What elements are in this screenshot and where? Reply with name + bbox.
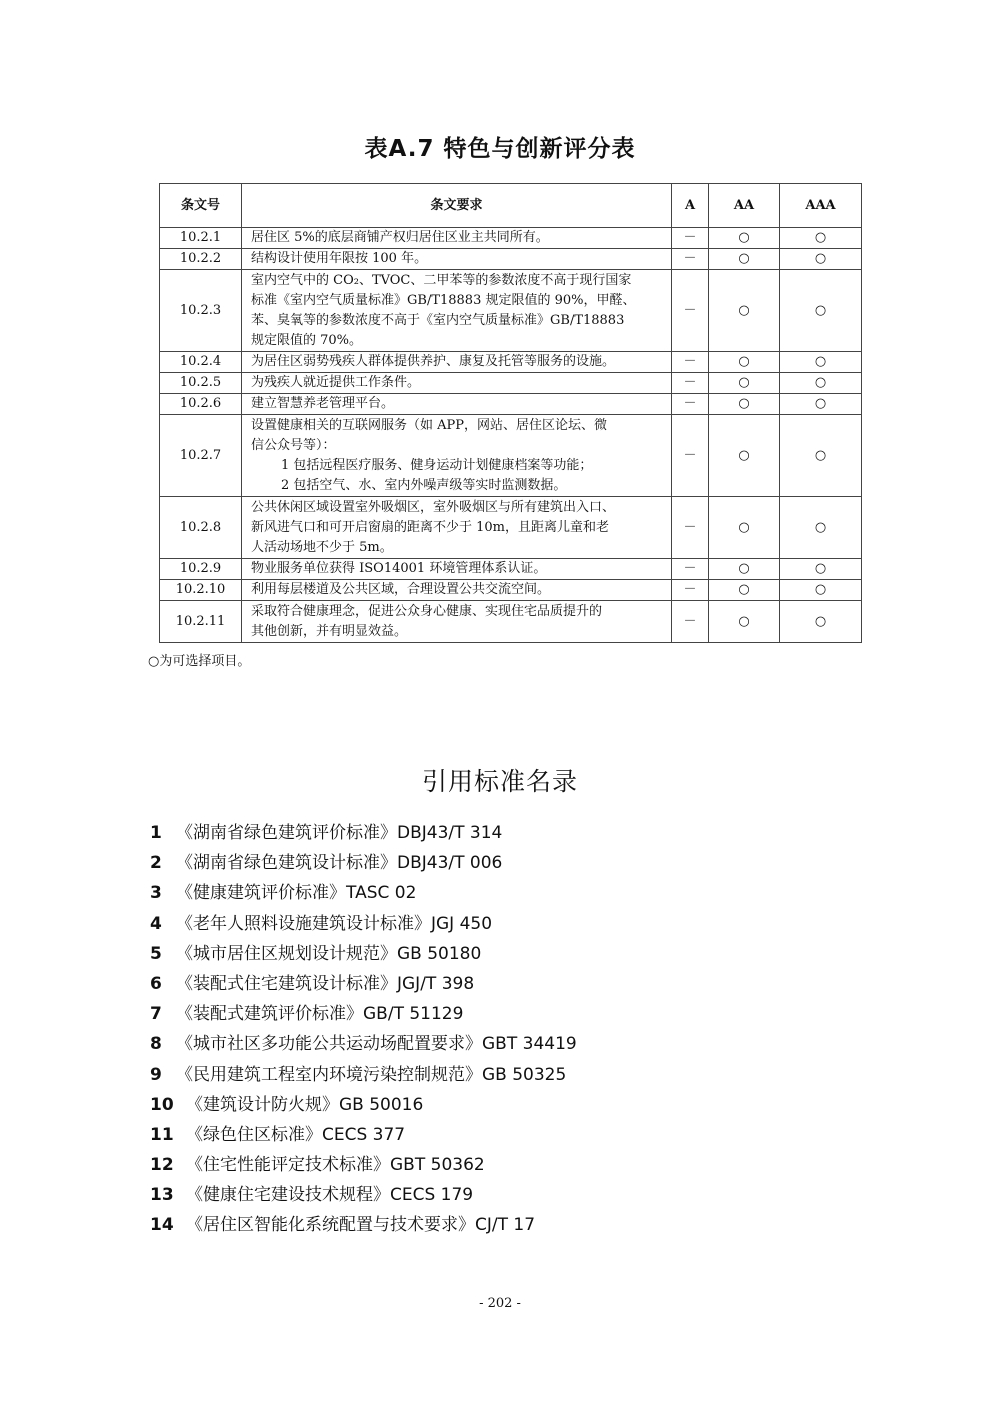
requirement-line: 设置健康相关的互联网服务（如 APP，网站、居住区论坛、微 <box>251 417 608 433</box>
grade-aaa-cell: ○ <box>780 497 862 559</box>
requirement-line: 居住区 5%的底层商铺产权归居住区业主共同所有。 <box>251 230 549 245</box>
reference-text: 《装配式建筑评价标准》GB/T 51129 <box>176 1004 464 1025</box>
header-aa: AA <box>709 184 780 228</box>
grade-a-cell: － <box>672 497 709 559</box>
requirement-cell <box>242 601 672 643</box>
requirement-cell <box>242 352 672 373</box>
reference-item <box>150 1062 577 1092</box>
header-clause-no: 条文号 <box>160 184 242 228</box>
table-title: 表A.7 特色与创新评分表 <box>364 136 636 162</box>
grade-aa-cell: ○ <box>709 415 780 497</box>
table-header-row <box>160 184 862 228</box>
reference-text: 《住宅性能评定技术标准》GBT 50362 <box>186 1155 485 1176</box>
requirement-cell <box>242 228 672 249</box>
grade-a-cell: － <box>672 394 709 415</box>
reference-item <box>150 820 577 850</box>
reference-number: 13 <box>150 1185 174 1206</box>
requirement-cell <box>242 394 672 415</box>
grade-aaa-cell: ○ <box>780 352 862 373</box>
grade-aa-cell: ○ <box>709 559 780 580</box>
grade-a-cell: － <box>672 580 709 601</box>
grade-aa-cell: ○ <box>709 497 780 559</box>
requirement-line: 1 包括远程医疗服务、健身运动计划健康档案等功能； <box>281 457 593 473</box>
reference-number: 14 <box>150 1215 174 1236</box>
grade-aaa-cell: ○ <box>780 601 862 643</box>
requirement-line: 信公众号等）： <box>251 437 336 453</box>
reference-text: 《装配式住宅建筑设计标准》JGJ/T 398 <box>176 973 475 994</box>
reference-number: 9 <box>150 1064 162 1085</box>
grade-a-cell: － <box>672 601 709 643</box>
grade-aa-cell: ○ <box>709 228 780 249</box>
requirement-line: 新风进气口和可开启窗扇的距离不少于 10m，且距离儿童和老 <box>251 519 610 535</box>
grade-aa-cell: ○ <box>709 394 780 415</box>
requirement-line: 为残疾人就近提供工作条件。 <box>251 375 421 390</box>
grade-a-cell: － <box>672 352 709 373</box>
table-row <box>160 352 862 373</box>
reference-item <box>150 971 577 1001</box>
reference-item <box>150 850 577 880</box>
requirement-cell <box>242 497 672 559</box>
reference-item <box>150 1001 577 1031</box>
requirement-line: 苯、臭氧等的参数浓度不高于《室内空气质量标准》GB/T18883 <box>251 312 625 328</box>
table-row <box>160 373 862 394</box>
clause-number-cell: 10.2.6 <box>160 394 242 415</box>
reference-number: 12 <box>150 1155 174 1176</box>
reference-text: 《民用建筑工程室内环境污染控制规范》GB 50325 <box>176 1064 567 1085</box>
requirement-line: 其他创新，并有明显效益。 <box>251 623 408 639</box>
grade-aa-cell: ○ <box>709 601 780 643</box>
clause-number-cell: 10.2.9 <box>160 559 242 580</box>
reference-text: 《老年人照料设施建筑设计标准》JGJ 450 <box>176 913 493 934</box>
grade-a-cell: － <box>672 559 709 580</box>
requirement-cell <box>242 373 672 394</box>
requirement-line: 2 包括空气、水、室内外噪声级等实时监测数据。 <box>281 477 567 493</box>
requirement-line: 规定限值的 70%。 <box>251 332 363 348</box>
reference-list <box>150 820 577 1243</box>
table-row <box>160 394 862 415</box>
grade-aa-cell: ○ <box>709 249 780 270</box>
clause-number-cell: 10.2.8 <box>160 497 242 559</box>
reference-number: 4 <box>150 913 162 934</box>
requirement-line: 公共休闲区域设置室外吸烟区，室外吸烟区与所有建筑出入口、 <box>251 499 616 515</box>
reference-item <box>150 911 577 941</box>
reference-text: 《城市社区多功能公共运动场配置要求》GBT 34419 <box>176 1034 577 1055</box>
requirement-line: 结构设计使用年限按 100 年。 <box>251 251 428 266</box>
reference-text: 《健康建筑评价标准》TASC 02 <box>176 883 417 904</box>
reference-text: 《城市居住区规划设计规范》GB 50180 <box>176 943 482 964</box>
table-row <box>160 415 862 497</box>
reference-text: 《湖南省绿色建筑设计标准》DBJ43/T 006 <box>176 853 503 874</box>
grade-aaa-cell: ○ <box>780 394 862 415</box>
reference-item <box>150 1212 577 1242</box>
page-number: - 202 - <box>479 1296 521 1311</box>
reference-item <box>150 941 577 971</box>
grade-aa-cell: ○ <box>709 580 780 601</box>
requirement-line: 采取符合健康理念，促进公众身心健康、实现住宅品质提升的 <box>251 603 603 619</box>
requirement-line: 室内空气中的 CO₂、TVOC、二甲苯等的参数浓度不高于现行国家 <box>251 272 632 288</box>
grade-a-cell: － <box>672 270 709 352</box>
grade-aaa-cell: ○ <box>780 228 862 249</box>
grade-aaa-cell: ○ <box>780 559 862 580</box>
header-a: A <box>672 184 709 228</box>
reference-item <box>150 1182 577 1212</box>
header-requirement: 条文要求 <box>242 184 672 228</box>
clause-number-cell: 10.2.4 <box>160 352 242 373</box>
reference-text: 《健康住宅建设技术规程》CECS 179 <box>186 1185 474 1206</box>
requirement-line: 为居住区弱势残疾人群体提供养护、康复及托管等服务的设施。 <box>251 354 616 369</box>
reference-item <box>150 1152 577 1182</box>
reference-item <box>150 1031 577 1061</box>
requirement-line: 人活动场地不少于 5m。 <box>251 539 393 555</box>
reference-number: 3 <box>150 883 162 904</box>
table-row <box>160 270 862 352</box>
reference-item <box>150 1122 577 1152</box>
clause-number-cell: 10.2.2 <box>160 249 242 270</box>
table-row <box>160 497 862 559</box>
reference-text: 《湖南省绿色建筑评价标准》DBJ43/T 314 <box>176 823 503 843</box>
table-note: ○为可选择项目。 <box>148 654 251 669</box>
grade-aa-cell: ○ <box>709 270 780 352</box>
grade-a-cell: － <box>672 249 709 270</box>
grade-a-cell: － <box>672 415 709 497</box>
clause-number-cell: 10.2.3 <box>160 270 242 352</box>
reference-item <box>150 1092 577 1122</box>
score-table <box>159 183 862 643</box>
requirement-cell <box>242 415 672 497</box>
reference-number: 8 <box>150 1034 162 1055</box>
reference-text: 《居住区智能化系统配置与技术要求》CJ/T 17 <box>186 1215 536 1236</box>
grade-aaa-cell: ○ <box>780 270 862 352</box>
clause-number-cell: 10.2.5 <box>160 373 242 394</box>
clause-number-cell: 10.2.1 <box>160 228 242 249</box>
table-row <box>160 580 862 601</box>
requirement-cell <box>242 249 672 270</box>
grade-aaa-cell: ○ <box>780 580 862 601</box>
refs-title: 引用标准名录 <box>421 767 578 796</box>
reference-number: 7 <box>150 1004 162 1025</box>
reference-text: 《建筑设计防火规》GB 50016 <box>186 1094 424 1115</box>
header-aaa: AAA <box>780 184 862 228</box>
grade-aaa-cell: ○ <box>780 415 862 497</box>
clause-number-cell: 10.2.11 <box>160 601 242 643</box>
reference-number: 6 <box>150 973 162 994</box>
requirement-line: 物业服务单位获得 ISO14001 环境管理体系认证。 <box>251 561 547 576</box>
reference-number: 1 <box>150 823 162 843</box>
clause-number-cell: 10.2.7 <box>160 415 242 497</box>
grade-a-cell: － <box>672 228 709 249</box>
requirement-line: 利用每层楼道及公共区域，合理设置公共交流空间。 <box>251 582 551 597</box>
clause-number-cell: 10.2.10 <box>160 580 242 601</box>
grade-aaa-cell: ○ <box>780 249 862 270</box>
grade-aa-cell: ○ <box>709 352 780 373</box>
reference-number: 11 <box>150 1124 174 1145</box>
table-row <box>160 228 862 249</box>
reference-item <box>150 880 577 910</box>
requirement-cell <box>242 270 672 352</box>
grade-aaa-cell: ○ <box>780 373 862 394</box>
table-row <box>160 601 862 643</box>
requirement-line: 标准《室内空气质量标准》GB/T18883 规定限值的 90%，甲醛、 <box>251 292 636 308</box>
reference-text: 《绿色住区标准》CECS 377 <box>186 1124 406 1145</box>
requirement-cell <box>242 559 672 580</box>
requirement-cell <box>242 580 672 601</box>
reference-number: 2 <box>150 853 162 874</box>
reference-number: 5 <box>150 943 162 964</box>
grade-a-cell: － <box>672 373 709 394</box>
table-row <box>160 559 862 580</box>
table-row <box>160 249 862 270</box>
reference-number: 10 <box>150 1094 174 1115</box>
requirement-line: 建立智慧养老管理平台。 <box>251 396 395 411</box>
grade-aa-cell: ○ <box>709 373 780 394</box>
